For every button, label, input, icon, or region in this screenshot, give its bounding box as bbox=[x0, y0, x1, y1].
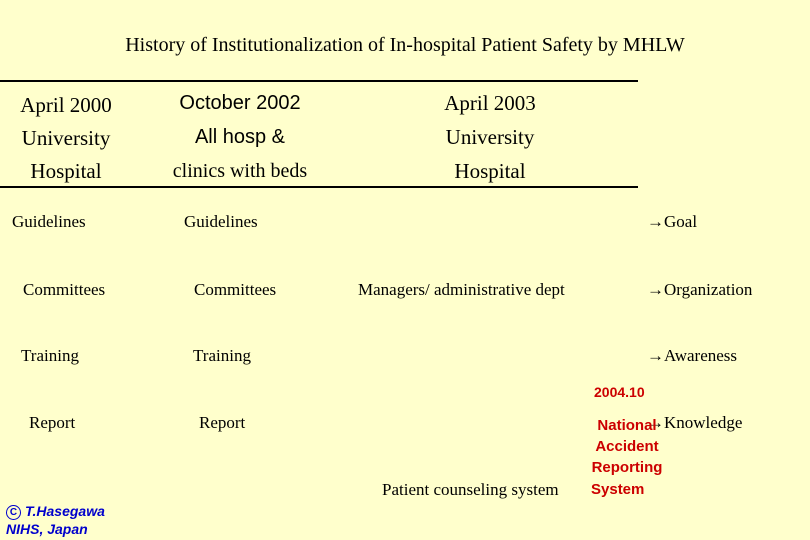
column-date: April 2003 bbox=[444, 91, 536, 115]
header-top-rule bbox=[0, 80, 638, 82]
patient-counseling-system: Patient counseling system bbox=[382, 480, 559, 499]
national-line: National bbox=[597, 417, 657, 434]
guidelines-2002: Guidelines bbox=[184, 212, 258, 231]
committees-2002: Committees bbox=[194, 280, 277, 299]
report-2002: Report bbox=[199, 413, 246, 432]
column-scope: University bbox=[21, 126, 111, 150]
credit-org: NIHS, Japan bbox=[6, 521, 88, 537]
national-line: Reporting bbox=[591, 459, 663, 476]
national-line-system: System bbox=[591, 481, 645, 498]
column-scope: Hospital bbox=[454, 159, 526, 183]
column-scope: All hosp & bbox=[194, 126, 286, 148]
knowledge-target: →Knowledge bbox=[647, 413, 743, 432]
column-date: October 2002 bbox=[179, 92, 301, 114]
copyright-icon: C bbox=[6, 505, 21, 520]
national-reporting-system bbox=[575, 415, 679, 478]
guidelines-2000: Guidelines bbox=[12, 212, 86, 231]
copyright-credit bbox=[6, 502, 105, 538]
credit-author: T.Hasegawa bbox=[25, 503, 105, 519]
training-2002: Training bbox=[193, 346, 251, 365]
organization-target: →Organization bbox=[647, 280, 753, 299]
column-scope: Hospital bbox=[30, 159, 102, 183]
column-header-2002 bbox=[145, 86, 335, 188]
managers-2003: Managers/ administrative dept bbox=[358, 280, 565, 299]
page-title: History of Institutionalization of In-hospital Patient Safety by MHLW bbox=[125, 34, 685, 56]
training-2000: Training bbox=[21, 346, 79, 365]
column-scope: University bbox=[445, 125, 535, 149]
awareness-target: →Awareness bbox=[647, 346, 738, 365]
column-scope: clinics with beds bbox=[172, 160, 308, 182]
national-line: Accident bbox=[595, 438, 659, 455]
national-system-date: 2004.10 bbox=[594, 384, 645, 400]
goal-target: →Goal bbox=[647, 212, 698, 231]
report-2000: Report bbox=[29, 413, 76, 432]
column-header-2000 bbox=[4, 89, 128, 188]
committees-2000: Committees bbox=[23, 280, 106, 299]
column-header-2003 bbox=[420, 86, 560, 188]
column-date: April 2000 bbox=[20, 93, 112, 117]
